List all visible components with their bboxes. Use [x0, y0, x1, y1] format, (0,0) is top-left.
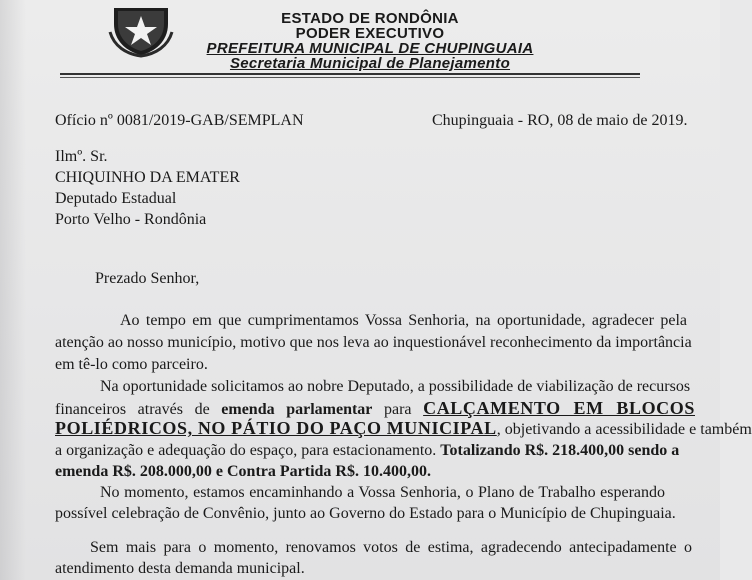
recipient-name: CHIQUINHO DA EMATER	[55, 169, 240, 186]
p2-emenda: emenda parlamentar	[221, 401, 373, 418]
office-reference: Ofício nº 0081/2019-GAB/SEMPLAN	[55, 112, 304, 129]
paragraph-1-line-1: Ao tempo em que cumprimentamos Vossa Senhoria, na oportunidade, agradecer pela	[120, 312, 687, 329]
p2-project-title-2: POLIÉDRICOS, NO PÁTIO DO PAÇO MUNICIPAL	[55, 418, 497, 438]
paragraph-4-line-1: Sem mais para o momento, renovamos votos de estima, agradecendo antecipadamente o	[90, 539, 692, 556]
p2-text-d: a organização e adequação do espaço, para estacionamento.	[55, 442, 437, 459]
state-crest-icon	[108, 2, 174, 56]
p2-text-a: financeiros através de	[55, 401, 210, 418]
paragraph-4-line-2: atendimento desta demanda municipal.	[55, 560, 305, 577]
header-power: PODER EXECUTIVO	[295, 25, 445, 42]
letter-date: Chupinguaia - RO, 08 de maio de 2019.	[432, 112, 688, 129]
paragraph-3-line-2: possível celebração de Convênio, junto ao Governo do Estado para o Município de Chupinguaia.	[55, 505, 676, 522]
header-state: ESTADO DE RONDÔNIA	[281, 10, 459, 27]
salutation: Prezado Senhor,	[95, 270, 200, 287]
p2-text-b: , objetivando a acessibilidade e também	[496, 421, 752, 438]
header-divider-thin	[60, 77, 640, 78]
page-shadow	[0, 0, 26, 580]
header-divider	[60, 73, 640, 75]
p2-total: Totalizando R$. 218.400,00 sendo a	[440, 442, 680, 459]
paragraph-2-line-3	[55, 418, 752, 440]
header-prefecture: PREFEITURA MUNICIPAL DE CHUPINGUAIA	[206, 40, 534, 57]
paragraph-2-line-4	[55, 440, 679, 461]
recipient-place: Porto Velho - Rondônia	[55, 211, 207, 228]
paragraph-2-line-5: emenda R$. 208.000,00 e Contra Partida R$. 10.400,00.	[55, 463, 431, 480]
recipient-title: Ilmº. Sr.	[55, 148, 108, 165]
paragraph-3-line-1: No momento, estamos encaminhando a Vossa Senhoria, o Plano de Trabalho esperando	[100, 484, 665, 501]
p2-text-c: para	[383, 401, 412, 418]
paragraph-1-line-3: em tê-lo como parceiro.	[55, 356, 208, 373]
paragraph-2-line-1: Na oportunidade solicitamos ao nobre Deputado, a possibilidade de viabilização de recursos	[100, 378, 691, 395]
paragraph-1-line-2: atenção ao nosso município, motivo que nos leva ao inquestionável reconhecimento da importância	[55, 334, 692, 351]
p2-project-title-1: CALÇAMENTO EM BLOCOS	[423, 398, 695, 418]
recipient-role: Deputado Estadual	[55, 190, 177, 207]
header-secretariat: Secretaria Municipal de Planejamento	[229, 55, 511, 72]
